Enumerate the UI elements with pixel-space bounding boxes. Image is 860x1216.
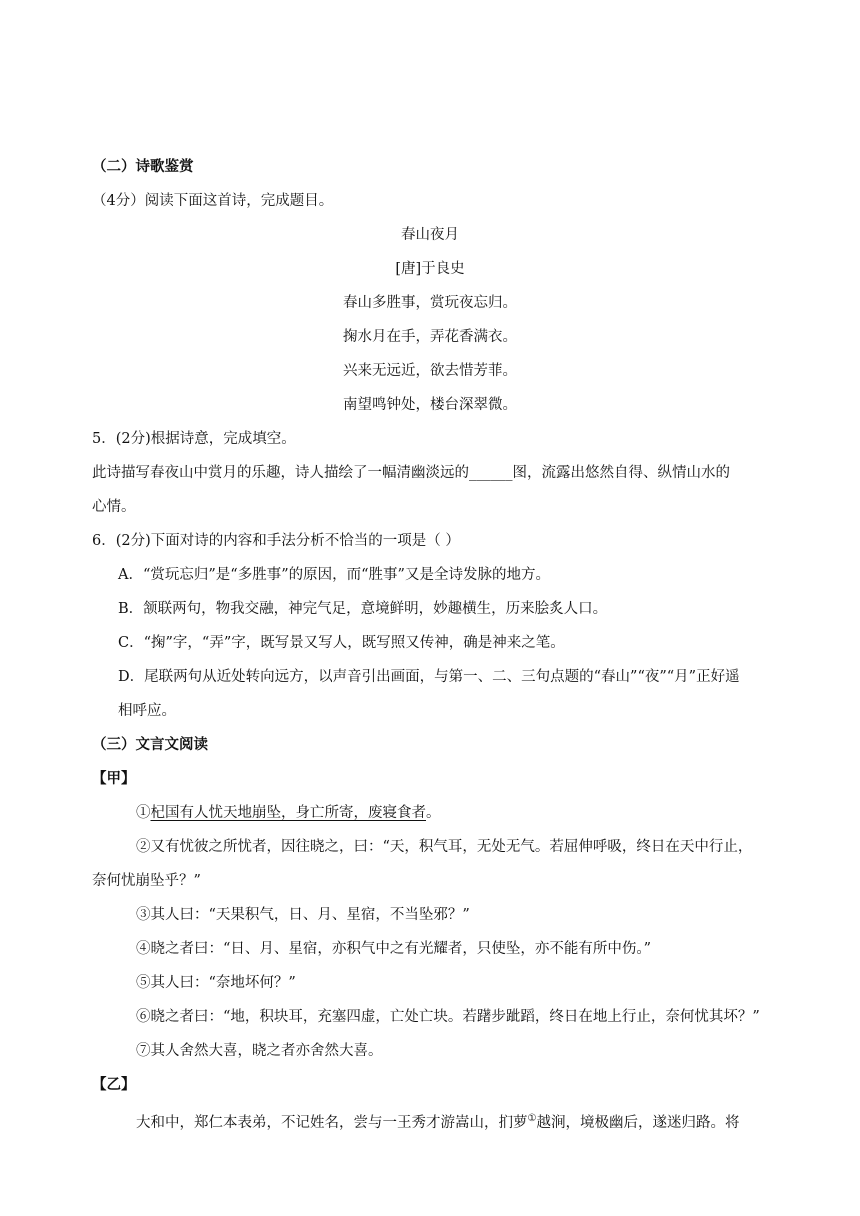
section-heading-classical: （三）文言文阅读 — [92, 736, 208, 753]
sentence-end: 。 — [426, 805, 441, 821]
passage-jia-paragraph-7: ⑦其人舍然大喜，晓之者亦舍然大喜。 — [136, 1043, 383, 1059]
poem-line-2: 掬水月在手，弄花香满衣。 — [343, 329, 517, 345]
passage-jia-paragraph-1 — [136, 803, 441, 823]
passage-yi-paragraph-1 — [136, 1109, 739, 1133]
passage-jia-paragraph-3: ③其人曰：“天果积气，日、月、星宿，不当坠邪？” — [136, 907, 470, 923]
poem-author: [唐]于良史 — [395, 261, 465, 277]
footnote-marker: ① — [527, 1113, 537, 1124]
question-5-text-cont: 心情。 — [92, 499, 136, 515]
question-6-option-a: A．“赏玩忘归”是“多胜事”的原因，而“胜事”又是全诗发脉的地方。 — [118, 567, 550, 583]
passage-jia-paragraph-2: ②又有忧彼之所忧者，因往晓之，曰：“天，积气耳，无处无气。若屈伸呼吸，终日在天中行止， — [136, 839, 753, 855]
passage-jia-paragraph-5: ⑤其人曰：“奈地坏何？” — [136, 975, 296, 991]
poem-line-3: 兴来无远近，欲去惜芳菲。 — [343, 363, 517, 379]
passage-jia-paragraph-4: ④晓之者曰：“日、月、星宿，亦积气中之有光耀者，只使坠，亦不能有所中伤。” — [136, 941, 652, 957]
paragraph-number: ① — [136, 805, 151, 821]
question-6-option-d: D．尾联两句从近处转向远方，以声音引出画面，与第一、二、三句点题的“春山”“夜”“月”正好遥 — [118, 669, 740, 685]
poem-line-4: 南望鸣钟处，楼台深翠微。 — [343, 397, 517, 413]
poem-title: 春山夜月 — [401, 227, 459, 243]
question-6-option-d-cont: 相呼应。 — [118, 703, 176, 719]
underlined-sentence: 杞国有人忧天地崩坠，身亡所寄，废寝食者 — [150, 805, 426, 821]
question-6-option-c: C．“掬”字，“弄”字，既写景又写人，既写照又传神，确是神来之笔。 — [118, 635, 565, 651]
question-6-option-b: B．颔联两句，物我交融，神完气足，意境鲜明，妙趣横生，历来脍炙人口。 — [118, 601, 608, 617]
question-5-text: 此诗描写春夜山中赏月的乐趣，诗人描绘了一幅清幽淡远的______图，流露出悠然自得、纵情山水的 — [92, 465, 730, 481]
passage-jia-label: 【甲】 — [92, 770, 136, 787]
question-6-label: 6．(2分)下面对诗的内容和手法分析不恰当的一项是（ ） — [92, 533, 460, 549]
poetry-intro: （4分）阅读下面这首诗，完成题目。 — [92, 193, 334, 209]
passage-yi-text: 大和中，郑仁本表弟，不记姓名，尝与一王秀才游嵩山，扪萝 — [136, 1114, 528, 1131]
passage-yi-label: 【乙】 — [92, 1076, 136, 1093]
passage-yi-text-cont: 越涧，境极幽后，遂迷归路。将 — [536, 1114, 740, 1131]
question-5-label: 5．(2分)根据诗意，完成填空。 — [92, 431, 296, 447]
poem-line-1: 春山多胜事，赏玩夜忘归。 — [343, 295, 517, 311]
passage-jia-paragraph-2-cont: 奈何忧崩坠乎？” — [92, 873, 201, 889]
section-heading-poetry: （二）诗歌鉴赏 — [92, 158, 194, 175]
passage-jia-paragraph-6: ⑥晓之者曰：“地，积块耳，充塞四虚，亡处亡块。若躇步跐蹈，终日在地上行止，奈何忧其坏？” — [136, 1009, 760, 1025]
